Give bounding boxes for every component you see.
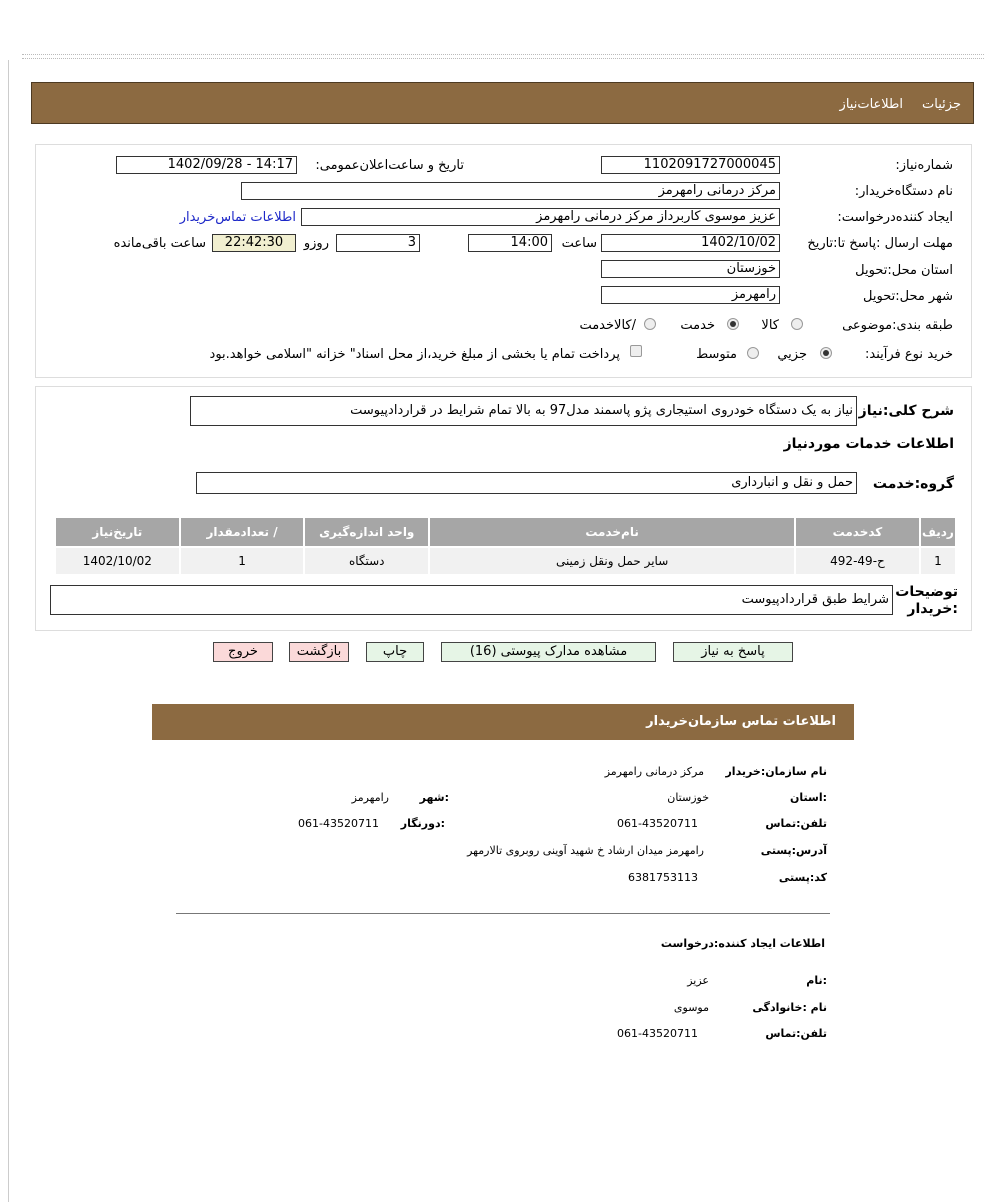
creator-first-name-label: :نام bbox=[806, 974, 827, 987]
service-group-field: حمل و نقل و انبارداری bbox=[196, 472, 857, 494]
cell-row: 1 bbox=[921, 548, 955, 574]
process-prefix: خرید bbox=[927, 347, 953, 362]
creator-label: ایجاد کننده‌درخواست: bbox=[837, 210, 953, 225]
services-table bbox=[54, 516, 957, 576]
contact-phone-value: 061-43520711 bbox=[617, 817, 698, 830]
col-unit-header: واحد اندازه‌گیری bbox=[305, 518, 428, 546]
creator-phone-value: 061-43520711 bbox=[617, 1027, 698, 1040]
buyer-notes-label: توضیحات :خریدار bbox=[895, 584, 958, 617]
province-field: خوزستان bbox=[601, 260, 780, 278]
creator-phone-label: تلفن:تماس bbox=[765, 1027, 827, 1040]
col-code-header: کدخدمت bbox=[796, 518, 919, 546]
summary-label: شرح کلی:نیاز bbox=[858, 403, 954, 419]
deadline-label: مهلت ارسال :پاسخ تا:تاریخ bbox=[807, 236, 953, 251]
process-medium-radio[interactable] bbox=[747, 347, 759, 359]
tab-need-info[interactable]: اطلاعات‌نیاز bbox=[839, 97, 903, 112]
buyer-contact-link[interactable]: اطلاعات تماس‌خریدار bbox=[179, 210, 296, 225]
cell-date: 1402/10/02 bbox=[56, 548, 179, 574]
deadline-date-field: 1402/10/02 bbox=[601, 234, 780, 252]
category-goods-service-radio[interactable] bbox=[644, 318, 656, 330]
buyer-org-field: مرکز درمانی رامهرمز bbox=[241, 182, 780, 200]
days-field: 3 bbox=[336, 234, 420, 252]
top-dotted-divider bbox=[22, 54, 984, 59]
deadline-time-field: 14:00 bbox=[468, 234, 552, 252]
treasury-payment-note: پرداخت تمام یا بخشی از مبلغ خرید،از محل اسناد" خزانه "اسلامی خواهد.بود bbox=[209, 347, 620, 362]
announce-field: 1402/09/28 - 14:17 bbox=[116, 156, 297, 174]
contact-city-value: رامهرمز bbox=[351, 791, 389, 804]
category-goods-service-label: /کالاخدمت bbox=[579, 318, 636, 333]
contact-postal-value: 6381753113 bbox=[628, 871, 698, 884]
category-service-label: خدمت bbox=[680, 318, 715, 333]
contact-city-label: :شهر bbox=[419, 791, 449, 804]
col-date-header: تاریخ‌نیاز bbox=[56, 518, 179, 546]
col-name-header: نام‌خدمت bbox=[430, 518, 794, 546]
contact-org-label: نام سازمان:خریدار bbox=[725, 765, 827, 778]
buyer-contact-header bbox=[152, 704, 854, 740]
need-number-label: شماره‌نیاز: bbox=[895, 158, 953, 173]
announce-label: تاریخ و ساعت‌اعلان‌عمومی: bbox=[315, 158, 464, 173]
process-minor-radio[interactable] bbox=[820, 347, 832, 359]
buyer-notes-field: شرایط طبق قراردادپیوست bbox=[50, 585, 893, 615]
cell-code: ح-49-492 bbox=[796, 548, 919, 574]
reply-button[interactable]: پاسخ به نیاز bbox=[673, 642, 793, 662]
cell-unit: دستگاه bbox=[305, 548, 428, 574]
creator-first-name-value: عزیز bbox=[687, 974, 709, 987]
services-section-title: اطلاعات خدمات موردنیاز bbox=[783, 436, 954, 452]
deadline-time-label: ساعت bbox=[561, 236, 597, 251]
contact-address-value: رامهرمز میدان ارشاد خ شهید آوینی روبروی تالارمهر bbox=[467, 844, 704, 857]
creator-last-name-label: نام :خانوادگی bbox=[752, 1001, 827, 1014]
service-group-label: گروه:خدمت bbox=[872, 476, 954, 492]
print-button[interactable]: چاپ bbox=[366, 642, 424, 662]
creator-last-name-value: موسوی bbox=[673, 1001, 709, 1014]
contact-divider bbox=[176, 913, 830, 914]
city-label: شهر محل:تحویل bbox=[863, 289, 953, 304]
tab-details[interactable]: جزئیات bbox=[922, 97, 961, 112]
col-qty-header: / تعدادمقدار bbox=[181, 518, 304, 546]
treasury-payment-checkbox[interactable] bbox=[630, 345, 642, 357]
creator-field: عزیز موسوی کاربرداز مرکز درمانی رامهرمز bbox=[301, 208, 780, 226]
days-label: روزو bbox=[303, 236, 329, 251]
process-medium-label: متوسط bbox=[696, 347, 737, 362]
contact-postal-label: کد:پستی bbox=[778, 871, 827, 884]
creator-info-title: اطلاعات ایجاد کننده:درخواست bbox=[660, 937, 825, 950]
contact-address-label: آدرس:پستی bbox=[760, 844, 827, 857]
process-minor-label: جزيي bbox=[777, 347, 807, 362]
back-button[interactable]: بازگشت bbox=[289, 642, 349, 662]
category-goods-label: کالا bbox=[761, 318, 779, 333]
buyer-contact-title: اطلاعات تماس سازمان‌خریدار bbox=[646, 714, 836, 729]
services-table-header bbox=[56, 518, 955, 546]
need-info-panel bbox=[35, 144, 972, 378]
province-label: استان محل:تحویل bbox=[855, 263, 953, 278]
table-row bbox=[56, 548, 955, 574]
contact-province-value: خوزستان bbox=[667, 791, 709, 804]
cell-name: سایر حمل ونقل زمینی bbox=[430, 548, 794, 574]
contact-fax-label: :دورنگار bbox=[400, 817, 445, 830]
contact-province-label: :استان bbox=[790, 791, 827, 804]
page-header-bar bbox=[31, 82, 974, 124]
city-field: رامهرمز bbox=[601, 286, 780, 304]
contact-fax-value: 061-43520711 bbox=[298, 817, 379, 830]
process-label: نوع فرآیند: bbox=[865, 347, 923, 362]
left-border-line bbox=[8, 60, 9, 1202]
exit-button[interactable]: خروج bbox=[213, 642, 273, 662]
cell-qty: 1 bbox=[181, 548, 304, 574]
contact-phone-label: تلفن:تماس bbox=[765, 817, 827, 830]
view-attachments-button[interactable]: مشاهده مدارک پیوستی (16) bbox=[441, 642, 656, 662]
summary-field: نیاز به یک دستگاه خودروی استیجاری پژو پاسمند مدل97 به بالا تمام شرایط در قراردادپیوست bbox=[190, 396, 857, 426]
category-label: طبقه بندی:موضوعی bbox=[842, 318, 953, 333]
buyer-org-label: نام دستگاه‌خریدار: bbox=[854, 184, 953, 199]
col-row-header: ردیف bbox=[921, 518, 955, 546]
category-service-radio[interactable] bbox=[727, 318, 739, 330]
need-number-field: 1102091727000045 bbox=[601, 156, 780, 174]
contact-org-value: مرکز درمانی رامهرمز bbox=[604, 765, 704, 778]
remaining-time-field: 22:42:30 bbox=[212, 234, 296, 252]
category-goods-radio[interactable] bbox=[791, 318, 803, 330]
remaining-time-label: ساعت باقی‌مانده bbox=[113, 236, 206, 251]
